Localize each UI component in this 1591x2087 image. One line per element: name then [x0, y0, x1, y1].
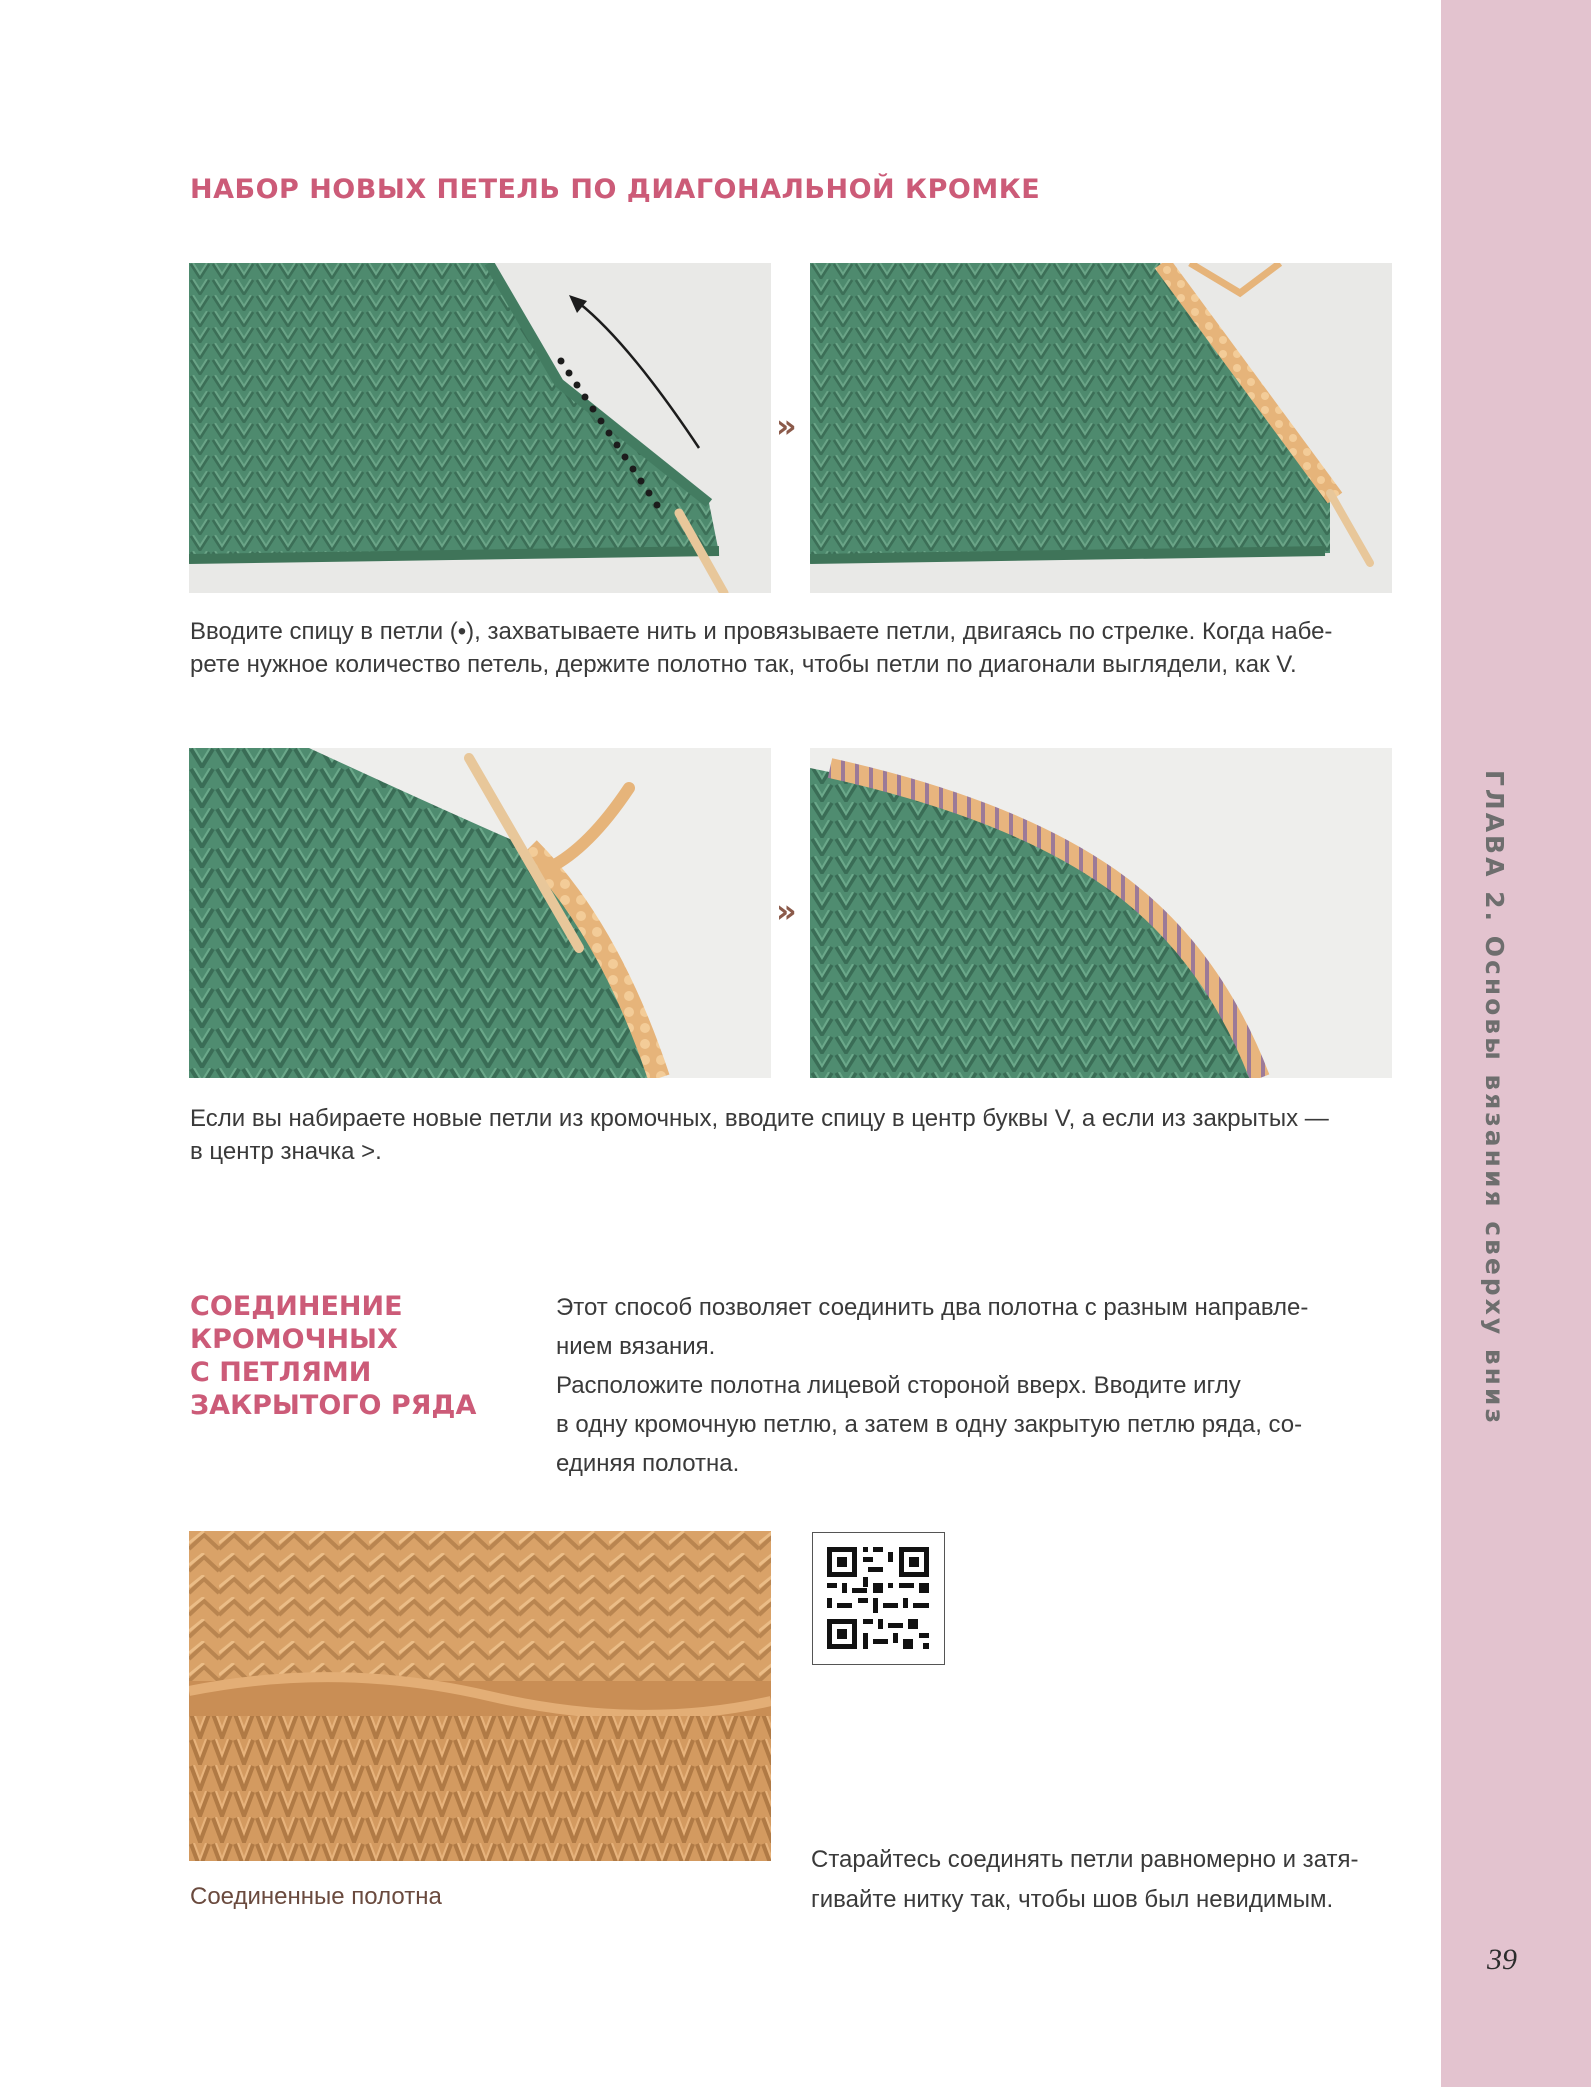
photo-caption-joined: Соединенные полотна	[190, 1883, 442, 1910]
tip-text	[811, 1840, 1401, 1920]
heading-line: СОЕДИНЕНИЕ	[190, 1291, 403, 1322]
body-line: нием вязания.	[556, 1333, 716, 1360]
page-number: 39	[1487, 1943, 1517, 1976]
body-line: в одну кромочную петлю, а затем в одну закрытую петлю ряда, со-	[556, 1411, 1303, 1438]
heading-line: КРОМОЧНЫХ	[190, 1324, 398, 1355]
qr-code-icon	[813, 1533, 943, 1663]
photo-diagonal-edge-before	[189, 263, 771, 593]
photo-joined-fabrics	[189, 1531, 771, 1861]
caption-line: в центр значка >.	[190, 1138, 382, 1165]
section3-body	[556, 1288, 1396, 1483]
caption-section1	[190, 615, 1400, 681]
qr-code[interactable]	[812, 1532, 945, 1665]
body-line: Этот способ позволяет соединить два полотна с разным направле-	[556, 1294, 1309, 1321]
body-line: Расположите полотна лицевой стороной вверх. Вводите иглу	[556, 1372, 1241, 1399]
photo-curve-edge-after	[810, 748, 1392, 1078]
body-line: единяя полотна.	[556, 1450, 740, 1477]
caption-section2	[190, 1102, 1400, 1168]
photo-curve-edge-before	[189, 748, 771, 1078]
tip-line: Старайтесь соединять петли равномерно и затя-	[811, 1846, 1359, 1873]
arrow-next-2: »	[776, 892, 797, 930]
heading-line: С ПЕТЛЯМИ	[190, 1357, 372, 1388]
caption-line: Если вы набираете новые петли из кромочных, вводите спицу в центр буквы V, а если из закрытых —	[190, 1105, 1329, 1132]
heading-line: ЗАКРЫТОГО РЯДА	[190, 1390, 477, 1421]
photo-diagonal-edge-after	[810, 263, 1392, 593]
caption-line: Вводите спицу в петли (•), захватываете нить и провязываете петли, двигаясь по стрелке. Когда набе-	[190, 618, 1333, 645]
chapter-title: ГЛАВА 2. Основы вязания сверху вниз	[1480, 770, 1509, 1426]
tip-line: гивайте нитку так, чтобы шов был невидимым.	[811, 1886, 1334, 1913]
caption-line: рете нужное количество петель, держите полотно так, чтобы петли по диагонали выглядели, как V.	[190, 651, 1297, 678]
page-title: НАБОР НОВЫХ ПЕТЕЛЬ ПО ДИАГОНАЛЬНОЙ КРОМКЕ	[190, 174, 1041, 205]
section-heading-join	[190, 1290, 510, 1422]
arrow-next-1: »	[776, 407, 797, 445]
chapter-sidebar	[1441, 0, 1591, 2087]
